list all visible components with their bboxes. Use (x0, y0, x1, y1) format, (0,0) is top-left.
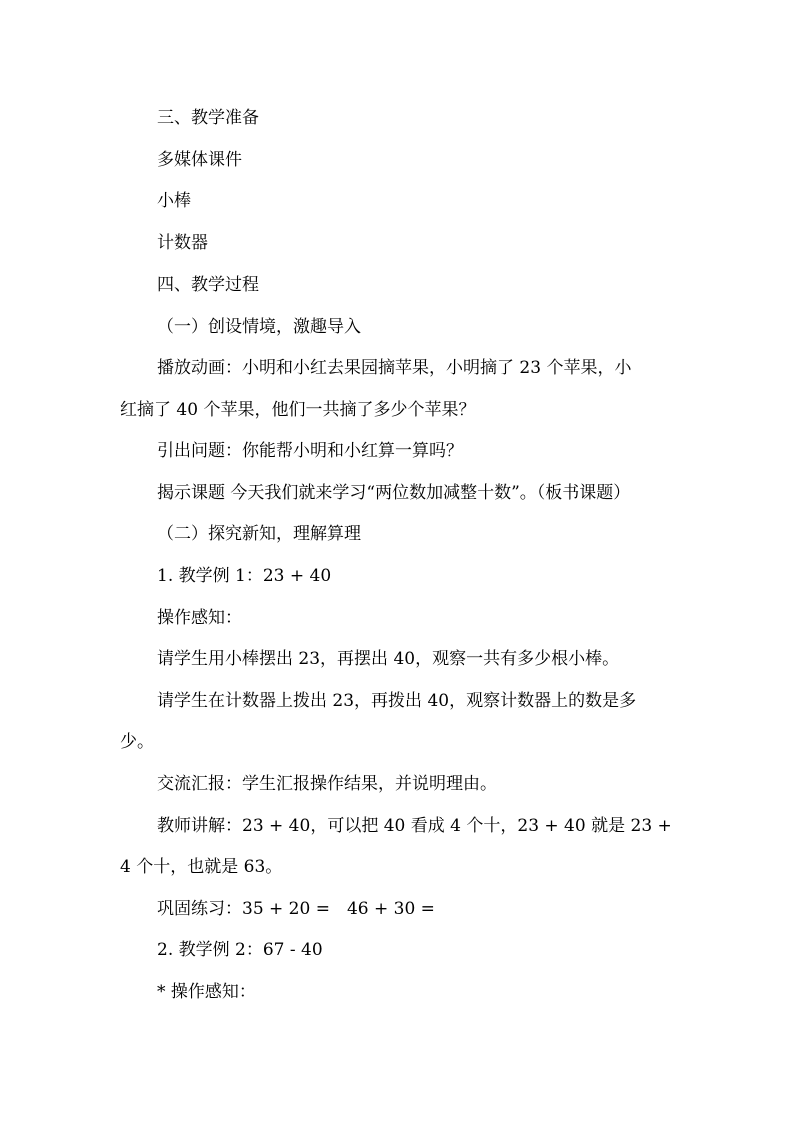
paragraph-report: 交流汇报：学生汇报操作结果，并说明理由。 (157, 774, 497, 794)
paragraph-counter-line-1: 请学生在计数器上拨出 23，再拨出 40，观察计数器上的数是多 (157, 691, 637, 711)
paragraph-teacher-line-1: 教师讲解：23 + 40，可以把 40 看成 4 个十，23 + 40 就是 23 + (157, 816, 672, 836)
paragraph-question: 引出问题：你能帮小明和小红算一算吗？ (157, 441, 463, 461)
example-2-heading: 2. 教学例 2：67 - 40 (157, 940, 323, 960)
prep-item-sticks: 小棒 (157, 191, 191, 211)
paragraph-sticks: 请学生用小棒摆出 23，再摆出 40，观察一共有多少根小棒。 (157, 649, 620, 669)
prep-item-counter: 计数器 (157, 233, 208, 253)
example-1-heading: 1. 教学例 1：23 + 40 (157, 566, 332, 586)
subsection-heading-intro: （一）创设情境，激趣导入 (157, 317, 361, 337)
prep-item-multimedia: 多媒体课件 (157, 150, 242, 170)
operation-label-2: * 操作感知： (157, 982, 256, 1002)
section-heading-preparation: 三、教学准备 (157, 108, 259, 128)
paragraph-teacher-line-2: 4 个十，也就是 63。 (120, 857, 283, 877)
section-heading-process: 四、教学过程 (157, 275, 259, 295)
paragraph-animation-line-1: 播放动画：小明和小红去果园摘苹果，小明摘了 23 个苹果，小 (157, 358, 632, 378)
paragraph-topic: 揭示课题 今天我们就来学习“两位数加减整十数”。（板书课题） (157, 483, 631, 503)
paragraph-counter-line-2: 少。 (120, 732, 154, 752)
paragraph-practice: 巩固练习：35 + 20 = 46 + 30 = (157, 899, 435, 919)
operation-label: 操作感知： (157, 608, 242, 628)
subsection-heading-explore: （二）探究新知，理解算理 (157, 524, 361, 544)
paragraph-animation-line-2: 红摘了 40 个苹果，他们一共摘了多少个苹果？ (120, 400, 476, 420)
